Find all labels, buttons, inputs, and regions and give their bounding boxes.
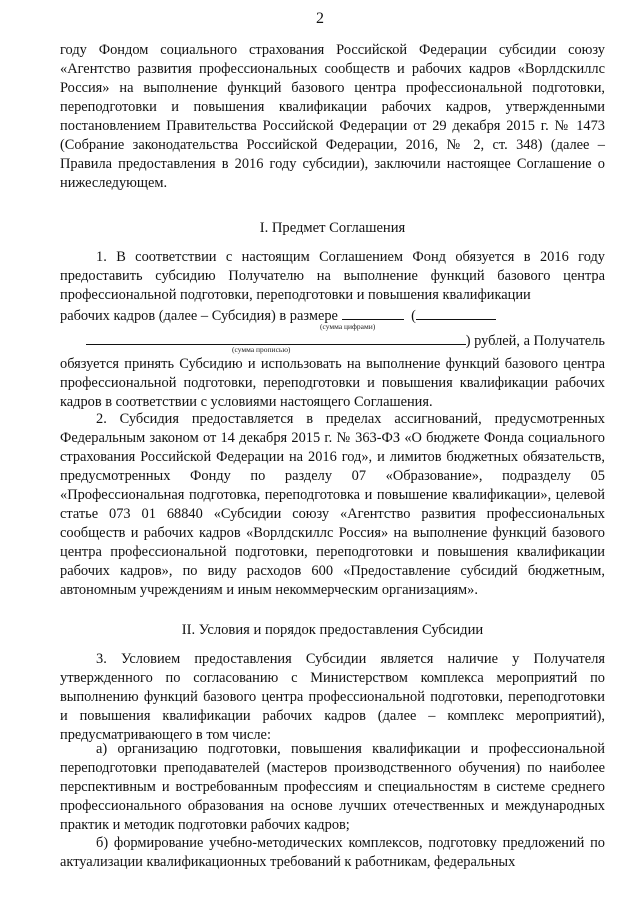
section-2-title: II. Условия и порядок предоставления Субсидии xyxy=(181,622,484,638)
amount-digits-blank xyxy=(342,305,404,320)
page-number: 2 xyxy=(316,10,324,27)
paragraph-2: 2. Субсидия предоставляется в пределах ассигнований, предусмотренных Федеральным законом от 14 декабря 2015 г. № 363-ФЗ «О бюджете Фонда социального страхования Российской Федерации на 2016 год», и лимитов бюджетных обязательств, предусмотренных Фонду по разделу 07 «Образование», подразделу 05 «Профессиональная подготовка, переподготовка и повышение квалификации», целевой статье 073 01 68840 «Субсидии союзу «Агентство развития профессиональных сообществ и рабочих кадров «Ворлдскиллс Россия» на выполнение функций базового центра профессиональной подготовки, переподготовки и повышения квалификации рабочих кадров», по виду расходов 600 «Предоставление субсидий бюджетным, автономным учреждениям и иным некоммерческим организациям». xyxy=(60,411,605,598)
open-paren: ( xyxy=(411,308,416,324)
note-amount-digits: (сумма цифрами) xyxy=(320,322,376,331)
note-amount-words: (сумма прописью) xyxy=(232,345,291,354)
amount-words-blank-start xyxy=(416,305,496,320)
section-1-title: I. Предмет Соглашения xyxy=(259,220,406,236)
amount-words-blank xyxy=(86,330,466,345)
paragraph-1-rest: обязуется принять Субсидию и использовать на выполнение функций базового центра профессиональной подготовки, переподготовки и повышения квалификации рабочих кадров в соответствии с условиями настоящего Соглашения. xyxy=(60,356,605,410)
paragraph-3a: а) организацию подготовки, повышения квалификации и профессиональной переподготовки преподавателей (мастеров производственного обучения) по наиболее перспективным и востребованным профессиям и специальностям в системе среднего профессионального образования на основе лучших отечественных и международных практик и методик подготовки рабочих кадров; xyxy=(60,741,605,833)
amount-line-text: рабочих кадров (далее – Субсидия) в размере xyxy=(60,308,338,324)
paragraph-3: 3. Условием предоставления Субсидии является наличие у Получателя утвержденного по согласованию с Министерством комплекса мероприятий по выполнению функций базового центра профессиональной подготовки, переподготовки и повышения квалификации рабочих кадров (далее – комплекс мероприятий), предусматривающего в том числе: xyxy=(60,651,605,743)
paragraph-1-amount-words-line xyxy=(60,330,605,351)
amount-line-end: ) рублей, а Получатель xyxy=(465,333,605,349)
paragraph-3b: б) формирование учебно-методических комплексов, подготовку предложений по актуализации квалификационных требований к работникам, федеральных xyxy=(60,835,605,870)
intro-paragraph: году Фондом социального страхования Российской Федерации субсидии союзу «Агентство развития профессиональных сообществ и рабочих кадров «Ворлдскиллс Россия» на выполнение функций базового центра профессиональной подготовки, переподготовки и повышения квалификации рабочих кадров, утвержденными постановлением Правительства Российской Федерации от 29 декабря 2015 г. № 1473 (Собрание законодательства Российской Федерации, 2016, № 2, ст. 348) (далее – Правила предоставления в 2016 году субсидии), заключили настоящее Соглашение о нижеследующем. xyxy=(60,42,605,191)
paragraph-1-lead: 1. В соответствии с настоящим Соглашением Фонд обязуется в 2016 году предоставить субсидию Получателю на выполнение функций базового центра профессиональной подготовки, переподготовки и повышения квалификации xyxy=(60,249,605,303)
